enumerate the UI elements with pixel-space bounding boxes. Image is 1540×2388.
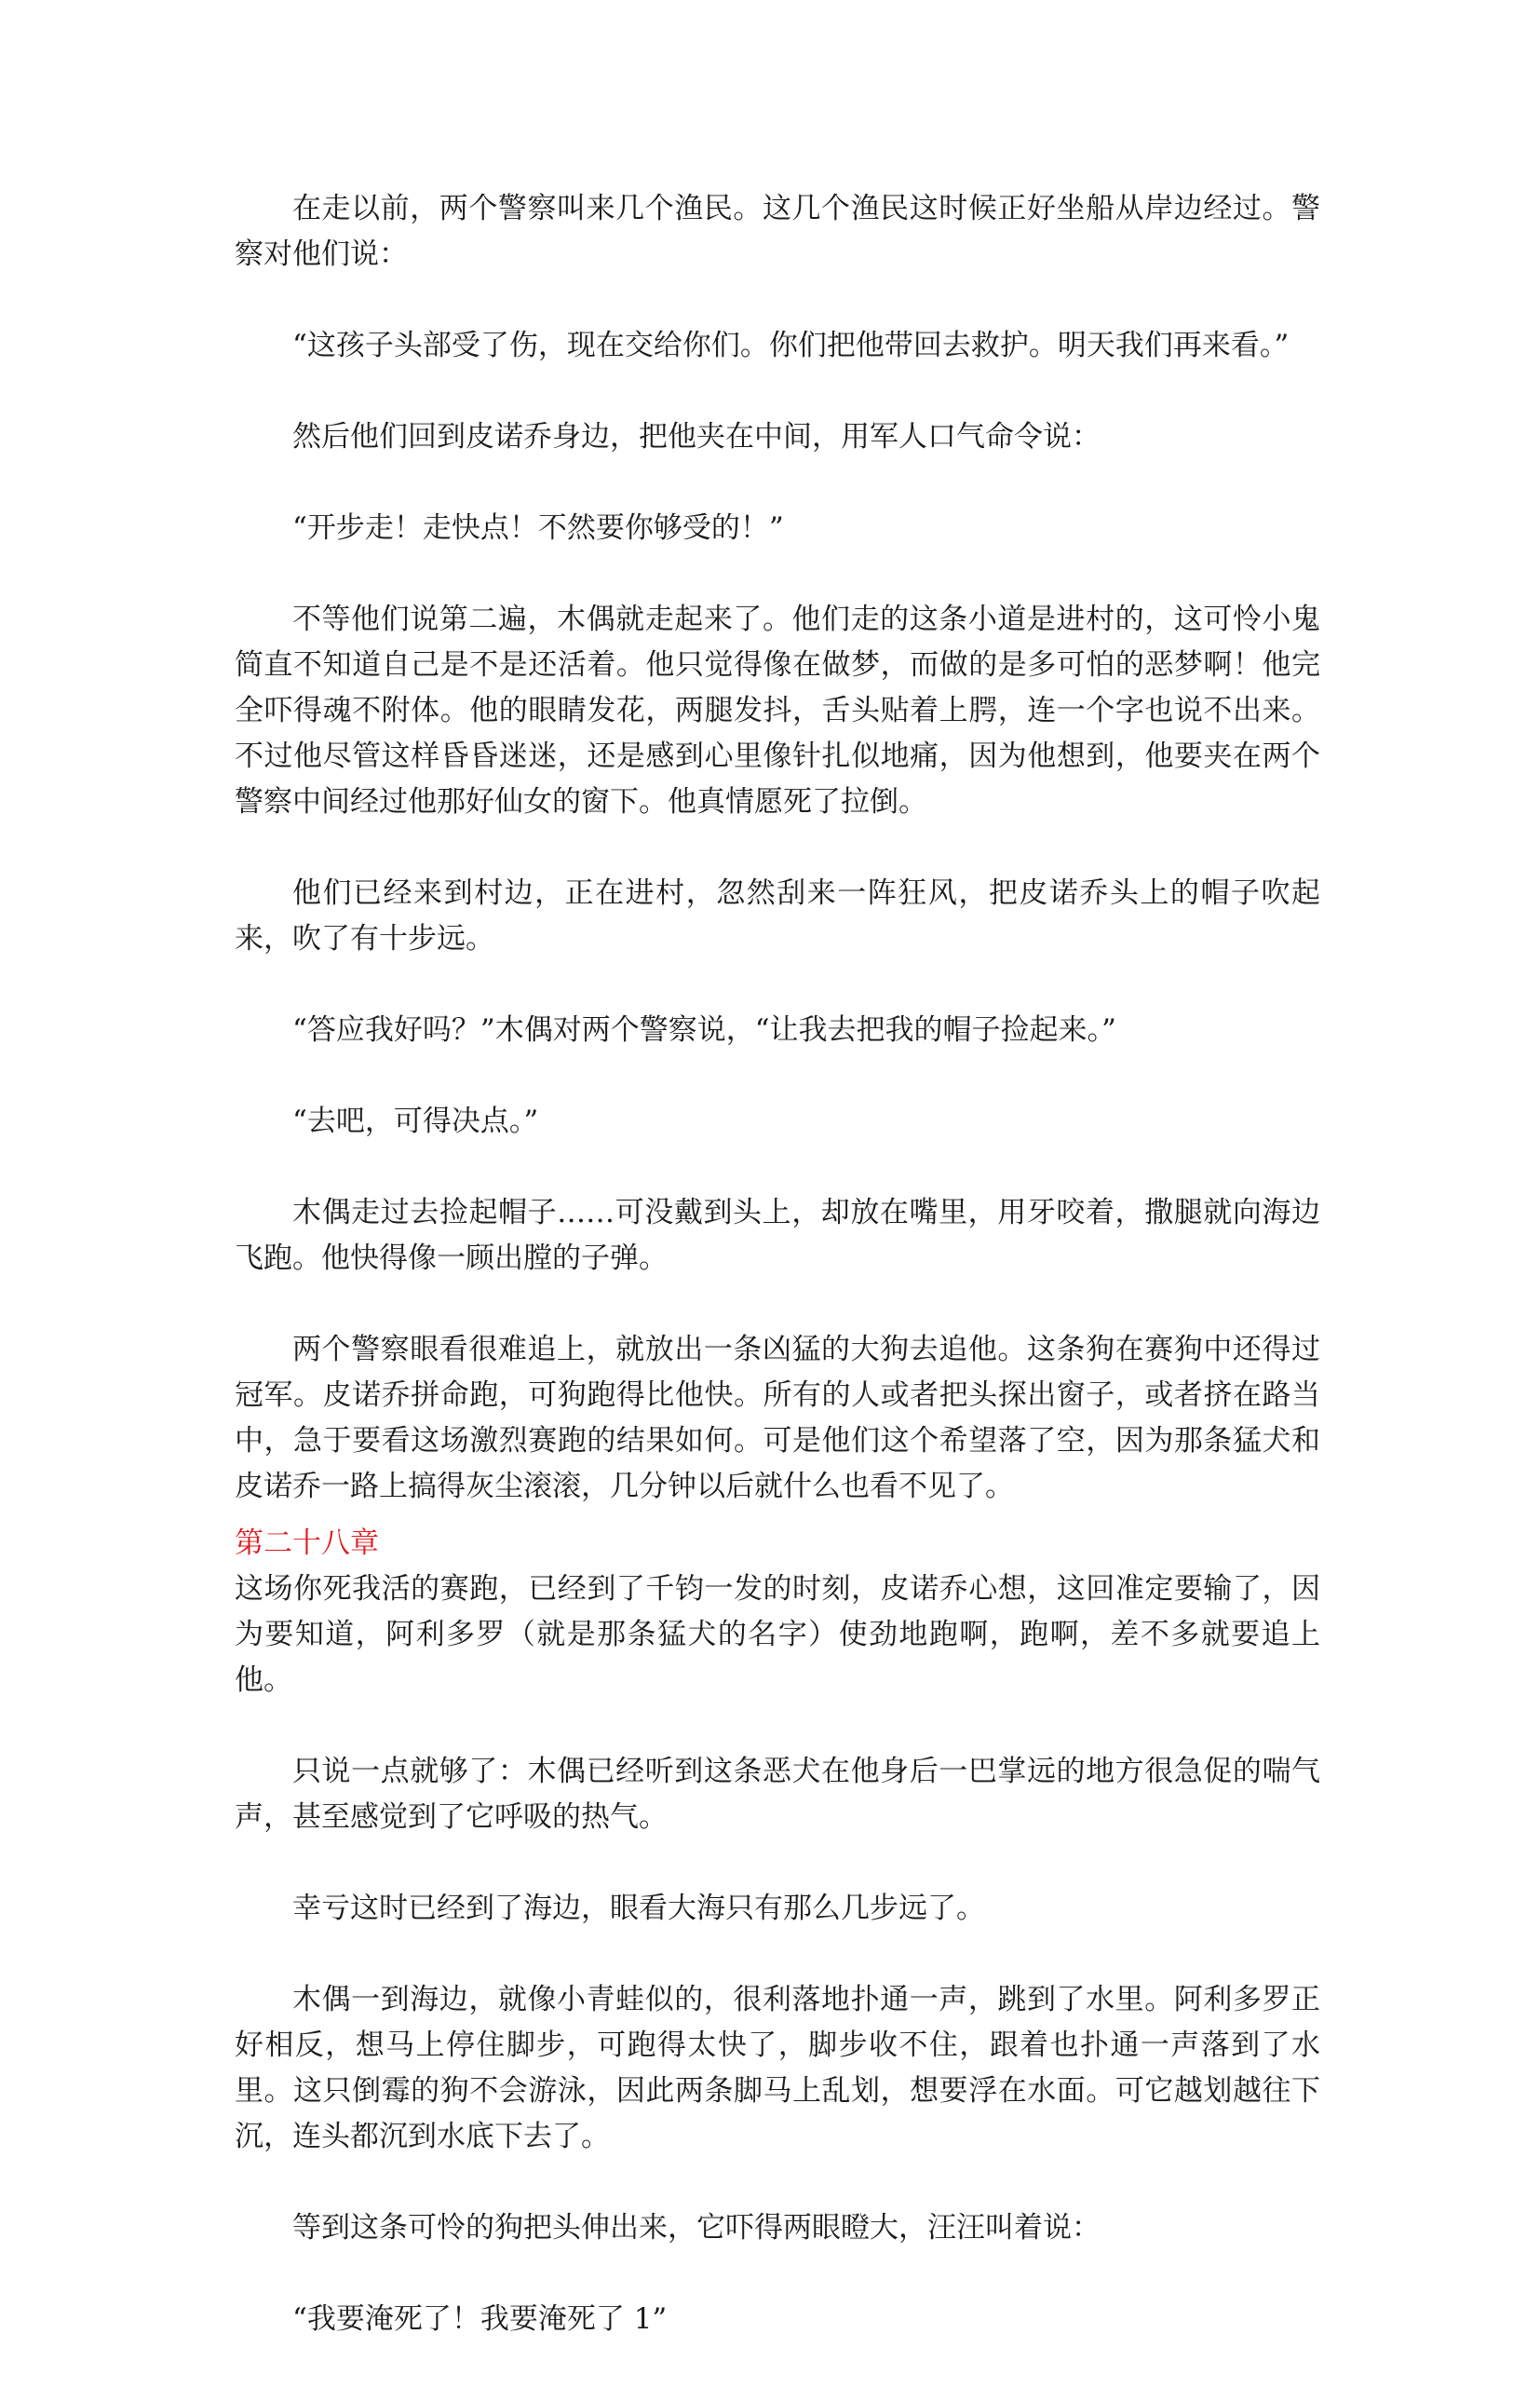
paragraph-ask-hat: “答应我好吗？”木偶对两个警察说，“让我去把我的帽子捡起来。” — [292, 1013, 1116, 1047]
paragraph-go-quickly: “去吧，可得决点。” — [292, 1105, 539, 1138]
paragraph-march-command: “开步走！走快点！不然要你够受的！” — [292, 511, 784, 545]
paragraph-fishermen: 在走以前，两个警察叫来几个渔民。这几个渔民这时候正好坐船从岸边经过。警察对他们说： — [235, 192, 1320, 271]
chapter-heading: 第二十八章 — [235, 1526, 379, 1560]
paragraph-jump-into-water: 木偶一到海边，就像小青蛙似的，很利落地扑通一声，跳到了水里。阿利多罗正好相反，想马上停住脚步，可跑得太快了，脚步收不住，跟着也扑通一声落到了水里。这只倒霉的狗不会游泳，因此两条脚马上乱划，想要浮在水面。可它越划越往下沉，连头都沉到水底下去了。 — [235, 1983, 1320, 2153]
paragraph-walking-dream: 不等他们说第二遍，木偶就走起来了。他们走的这条小道是进村的，这可怜小鬼简直不知道自己是不是还活着。他只觉得像在做梦，而做的是多可怕的恶梦啊！他完全吓得魂不附体。他的眼睛发花，两腿发抖，舌头贴着上腭，连一个字也说不出来。不过他尽管这样昏昏迷迷，还是感到心里像针扎似地痛，因为他想到，他要夹在两个警察中间经过他那好仙女的窗下。他真情愿死了拉倒。 — [235, 603, 1320, 819]
paragraph-police-order: “这孩子头部受了伤，现在交给你们。你们把他带回去救护。明天我们再来看。” — [292, 329, 1290, 362]
document-page — [235, 186, 1320, 2388]
paragraph-wind-hat: 他们已经来到村边，正在进村，忽然刮来一阵狂风，把皮诺乔头上的帽子吹起来，吹了有十步远。 — [235, 876, 1320, 956]
paragraph-dog-breath: 只说一点就够了：木偶已经听到这条恶犬在他身后一巴掌远的地方很急促的喘气声，甚至感觉到了它呼吸的热气。 — [235, 1755, 1320, 1834]
paragraph-return-to-pinocchio: 然后他们回到皮诺乔身边，把他夹在中间，用军人口气命令说： — [292, 420, 1101, 454]
paragraph-drowning-cry: “我要淹死了！我要淹死了 1” — [292, 2302, 668, 2336]
paragraph-runs-away: 木偶走过去捡起帽子……可没戴到头上，却放在嘴里，用牙咬着，撒腿就向海边飞跑。他快得像一顾出膛的子弹。 — [235, 1196, 1320, 1275]
paragraph-chapter-opening: 这场你死我活的赛跑，已经到了千钧一发的时刻，皮诺乔心想，这回准定要输了，因为要知道，阿利多罗（就是那条猛犬的名字）使劲地跑啊，跑啊，差不多就要追上他。 — [235, 1572, 1320, 1697]
paragraph-dog-chase: 两个警察眼看很难追上，就放出一条凶猛的大狗去追他。这条狗在赛狗中还得过冠军。皮诺乔拼命跑，可狗跑得比他快。所有的人或者把头探出窗子，或者挤在路当中，急于要看这场激烈赛跑的结果如何。可是他们这个希望落了空，因为那条猛犬和皮诺乔一路上搞得灰尘滚滚，几分钟以后就什么也看不见了。 — [235, 1333, 1320, 1503]
paragraph-dog-surfaces: 等到这条可怜的狗把头伸出来，它吓得两眼瞪大，汪汪叫着说： — [292, 2211, 1101, 2245]
paragraph-seaside: 幸亏这时已经到了海边，眼看大海只有那么几步远了。 — [292, 1892, 985, 1925]
